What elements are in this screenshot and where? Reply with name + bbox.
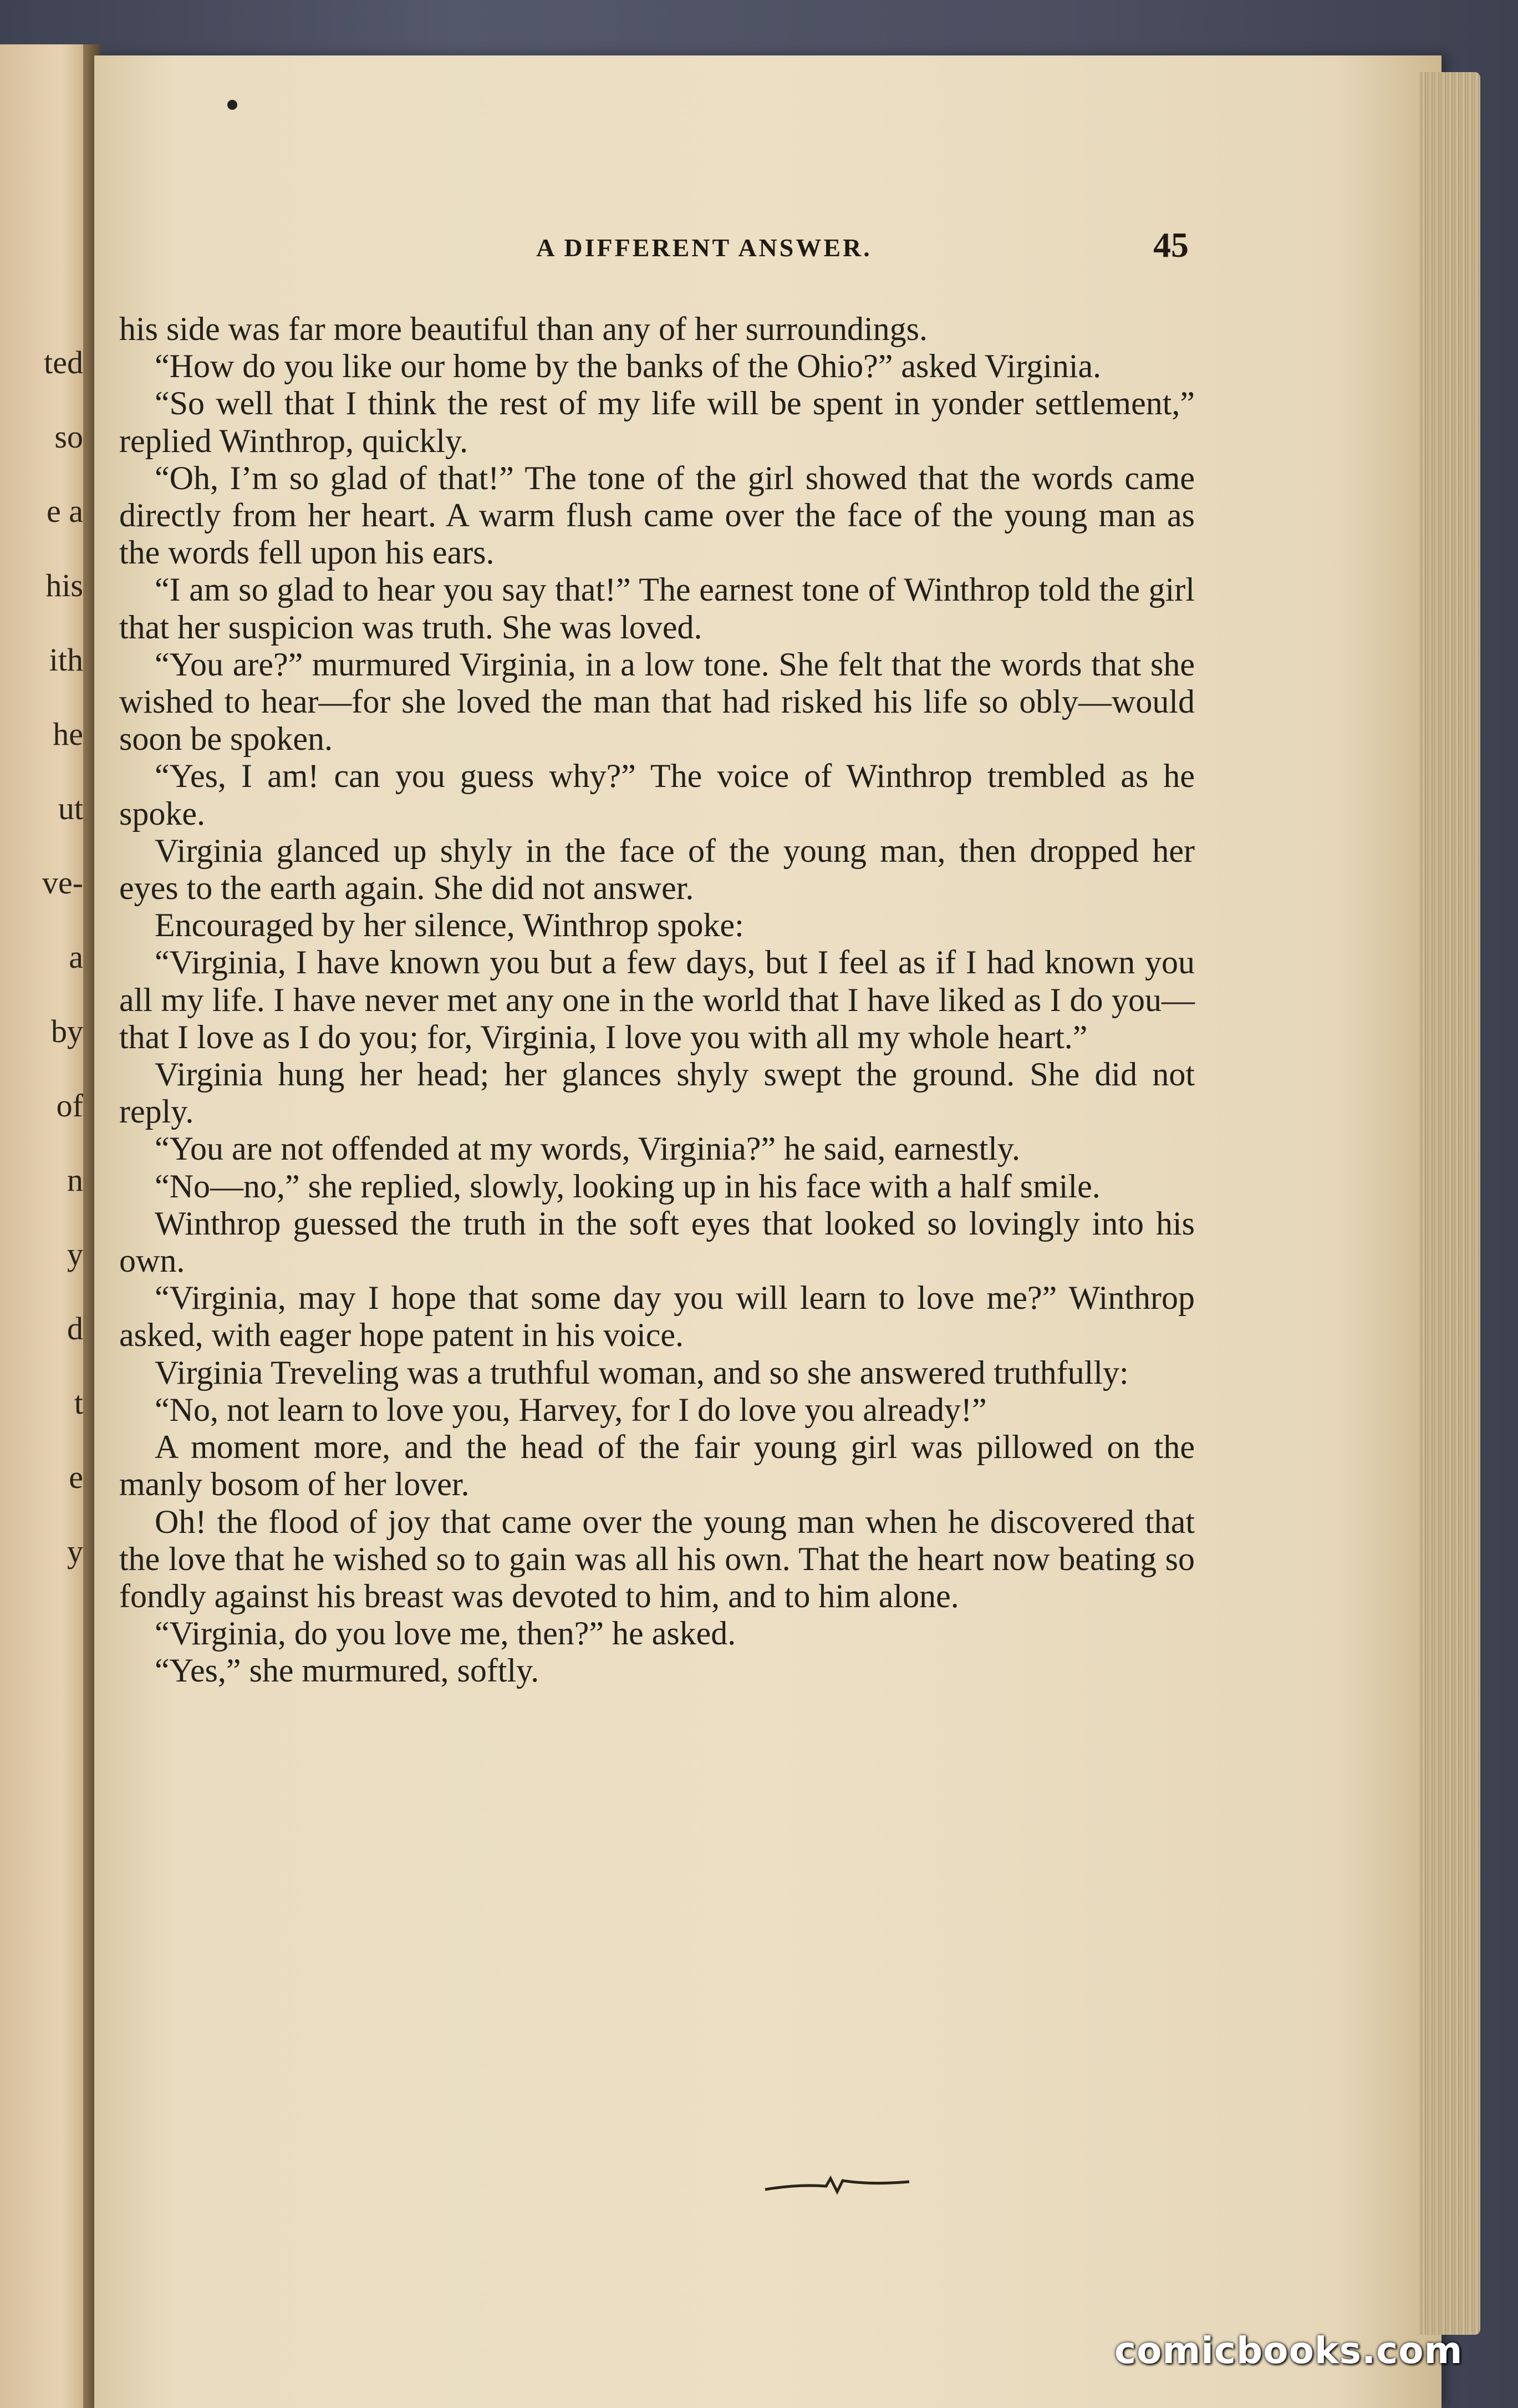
- facing-page-fragment: e: [69, 1459, 83, 1495]
- paragraph: “Virginia, do you love me, then?” he asked.: [155, 1615, 736, 1652]
- facing-page-fragment: his: [45, 567, 83, 603]
- facing-page-fragment: y: [67, 1533, 83, 1569]
- page-number: 45: [1153, 225, 1189, 265]
- paragraph: A moment more, and the head of the fair young girl was pillowed on the manly bosom of her lover.: [119, 1429, 1195, 1503]
- facing-page-fragment: by: [51, 1013, 83, 1049]
- paragraph: Encouraged by her silence, Winthrop spoke:: [155, 907, 744, 944]
- facing-page-fragment: he: [53, 716, 83, 752]
- paragraph: “Virginia, may I hope that some day you will learn to love me?” Winthrop asked, with eager hope patent in his voice.: [119, 1279, 1195, 1354]
- paragraph: “No—no,” she replied, slowly, looking up in his face with a half smile.: [155, 1167, 1101, 1205]
- facing-page-fragment: e a: [47, 493, 83, 529]
- facing-page-fragment: so: [54, 419, 83, 455]
- paragraph: “Yes,” she murmured, softly.: [155, 1652, 539, 1689]
- watermark: comicbooks.com: [1114, 2329, 1463, 2372]
- paragraph: “How do you like our home by the banks of the Ohio?” asked Virginia.: [155, 348, 1102, 385]
- paragraph: Virginia Treveling was a truthful woman, and so she answered truthfully:: [155, 1354, 1129, 1391]
- running-head: A DIFFERENT ANSWER.: [536, 233, 872, 262]
- paragraph: Virginia hung her head; her glances shyly swept the ground. She did not reply.: [119, 1056, 1195, 1130]
- end-ornament: [760, 2174, 915, 2196]
- body-text: [119, 311, 1195, 1690]
- paragraph: Virginia glanced up shyly in the face of the young man, then dropped her eyes to the earth again. She did not answer.: [119, 832, 1195, 907]
- facing-page-fragment: of: [56, 1088, 83, 1124]
- paragraph: “I am so glad to hear you say that!” The earnest tone of Winthrop told the girl that her suspicion was truth. She was loved.: [119, 571, 1195, 646]
- facing-page-fragment: a: [69, 939, 83, 975]
- facing-page-fragment: ted: [44, 344, 83, 380]
- facing-page-fragment: n: [67, 1162, 83, 1198]
- paragraph: “You are?” murmured Virginia, in a low tone. She felt that the words that she wished to hear—for she loved the man that had risked his life so obly—would soon be spoken.: [119, 646, 1195, 758]
- paragraph: “Oh, I’m so glad of that!” The tone of the girl showed that the words came directly from her heart. A warm flush came over the face of the young man as the words fell upon his ears.: [119, 459, 1195, 571]
- paragraph: Winthrop guessed the truth in the soft eyes that looked so lovingly into his own.: [119, 1205, 1195, 1279]
- paragraph: Oh! the flood of joy that came over the young man when he discovered that the love that he wished so to gain was all his own. That the heart now beating so fondly against his breast was devoted to him, and to him alone.: [119, 1503, 1195, 1614]
- facing-page-fragment: ith: [49, 642, 83, 678]
- paragraph: “You are not offended at my words, Virginia?” he said, earnestly.: [155, 1130, 1021, 1167]
- paragraph: his side was far more beautiful than any of her surroundings.: [119, 311, 928, 347]
- facing-page-fragment: ut: [58, 790, 83, 826]
- paragraph: “Yes, I am! can you guess why?” The voice of Winthrop trembled as he spoke.: [119, 758, 1195, 832]
- facing-page-fragment: d: [67, 1310, 83, 1347]
- paragraph: “No, not learn to love you, Harvey, for I do love you already!”: [155, 1391, 987, 1428]
- facing-page: [0, 44, 89, 2408]
- facing-page-fragment: y: [67, 1236, 83, 1272]
- paragraph: “So well that I think the rest of my life will be spent in yonder settlement,” replied Winthrop, quickly.: [119, 385, 1195, 459]
- paragraph: “Virginia, I have known you but a few days, but I feel as if I had known you all my life. I have never met any one in the world that I have liked as I do you—that I love as I do you; for, Virginia, I love you with all my whole heart.”: [119, 944, 1195, 1055]
- ink-dot: [227, 100, 237, 110]
- page-edges: [1419, 72, 1480, 2335]
- facing-page-fragment: t: [74, 1385, 83, 1421]
- facing-page-fragment: ve-: [42, 865, 83, 901]
